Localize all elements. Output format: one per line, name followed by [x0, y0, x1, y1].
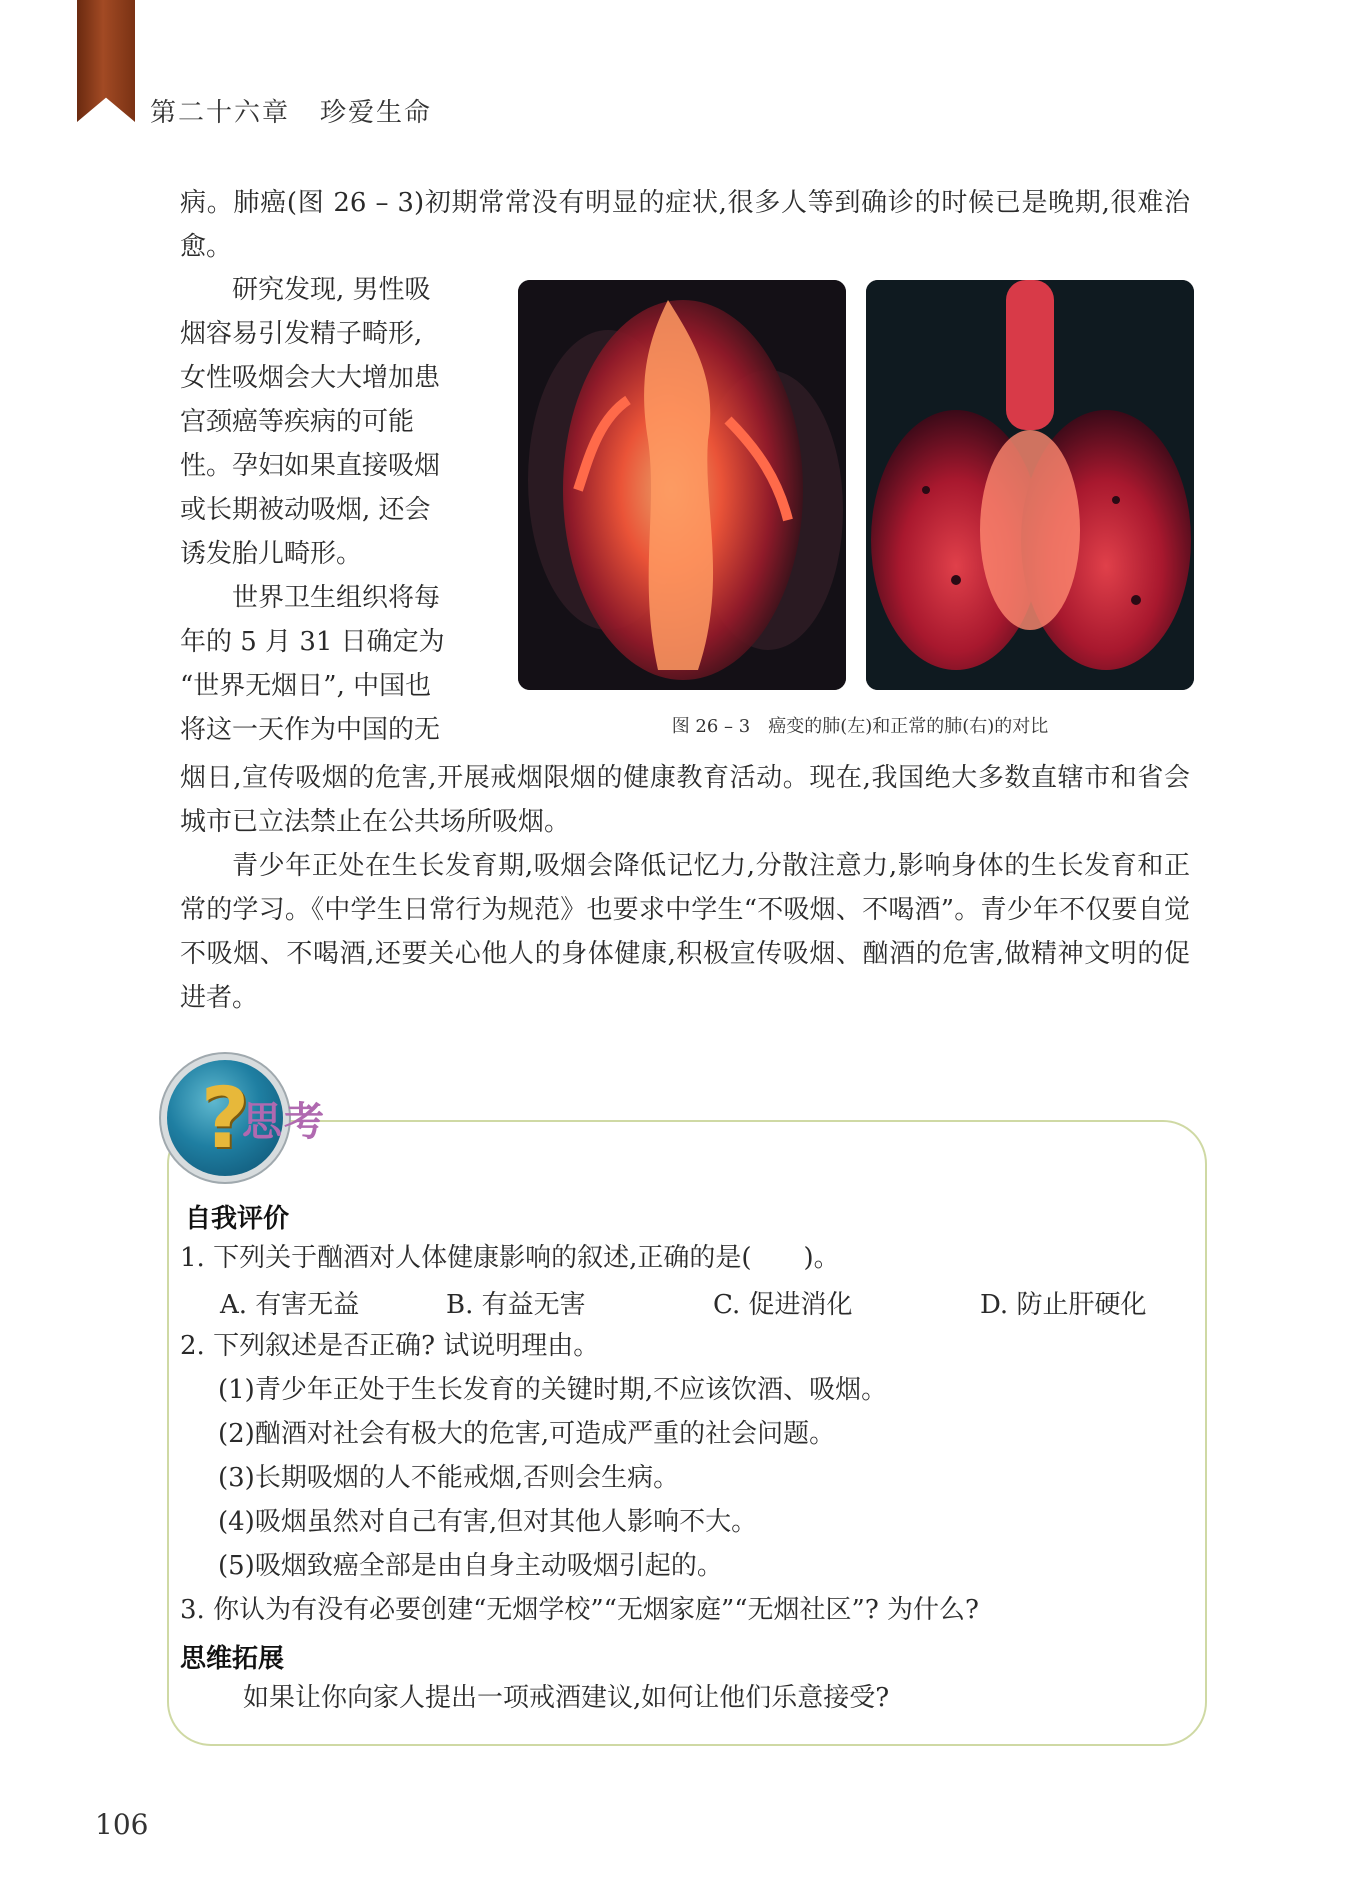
text-line: “世界无烟日”, 中国也 [180, 671, 432, 701]
chapter-name: 珍爱生命 [320, 98, 433, 128]
self-evaluation-heading: 自我评价 [185, 1204, 290, 1234]
text-line: 女性吸烟会大大增加患 [180, 363, 441, 393]
thinking-extension-heading: 思维拓展 [180, 1644, 285, 1674]
question-2-item: (3)长期吸烟的人不能戒烟,否则会生病。 [218, 1463, 680, 1493]
text-line: 烟容易引发精子畸形, [180, 319, 423, 349]
text-line: 性。孕妇如果直接吸烟 [180, 451, 441, 481]
text-line: 或长期被动吸烟, 还会 [180, 495, 431, 525]
paragraph-lung-cancer: 病。肺癌(图 26 – 3)初期常常没有明显的症状,很多人等到确诊的时候已是晚期,很难治愈。 [180, 188, 1190, 262]
paragraph-no-smoking-day-continued: 烟日,宣传吸烟的危害,开展戒烟限烟的健康教育活动。现在,我国绝大多数直辖市和省会城市已立法禁止在公共场所吸烟。 [180, 763, 1190, 837]
question-2-item: (1)青少年正处于生长发育的关键时期,不应该饮酒、吸烟。 [218, 1375, 888, 1405]
figure-caption: 图 26 – 3 癌变的肺(左)和正常的肺(右)的对比 [671, 716, 1049, 737]
option-b: B. 有益无害 [446, 1290, 586, 1320]
option-c: C. 促进消化 [713, 1290, 853, 1320]
question-2-item: (4)吸烟虽然对自己有害,但对其他人影响不大。 [218, 1507, 758, 1537]
option-a: A. 有害无益 [220, 1290, 360, 1320]
text-line: 年的 5 月 31 日确定为 [180, 627, 445, 657]
thinking-extension-text: 如果让你向家人提出一项戒酒建议,如何让他们乐意接受? [243, 1683, 890, 1713]
option-d: D. 防止肝硬化 [980, 1290, 1147, 1320]
text-line: 世界卫生组织将每 [232, 583, 441, 613]
normal-lung-image [866, 280, 1194, 690]
question-2-item: (2)酗酒对社会有极大的危害,可造成严重的社会问题。 [218, 1419, 836, 1449]
paragraph-youth-smoking: 青少年正处在生长发育期,吸烟会降低记忆力,分散注意力,影响身体的生长发育和正常的学习。《中学生日常行为规范》也要求中学生“不吸烟、不喝酒”。青少年不仅要自觉不吸烟、不喝酒,还要关心他人的身体健康,积极宣传吸烟、酗酒的危害,做精神文明的促进者。 [180, 851, 1190, 1013]
chapter-bookmark [77, 0, 135, 122]
question-2: 2. 下列叙述是否正确? 试说明理由。 [180, 1331, 600, 1361]
question-3: 3. 你认为有没有必要创建“无烟学校”“无烟家庭”“无烟社区”? 为什么? [180, 1595, 979, 1625]
chapter-header [150, 92, 432, 129]
text-line: 宫颈癌等疾病的可能 [180, 407, 415, 437]
text-line: 诱发胎儿畸形。 [180, 539, 363, 569]
chapter-label: 第二十六章 [150, 98, 291, 128]
question-1: 1. 下列关于酗酒对人体健康影响的叙述,正确的是( )。 [180, 1243, 840, 1273]
cancerous-lung-image [518, 280, 846, 690]
page-number: 106 [95, 1808, 149, 1841]
question-mark-icon: ? [167, 1060, 283, 1176]
question-2-item: (5)吸烟致癌全部是由自身主动吸烟引起的。 [218, 1551, 723, 1581]
text-line: 研究发现, 男性吸 [232, 275, 431, 305]
text-line: 将这一天作为中国的无 [180, 715, 441, 745]
think-section-title: 思考 [242, 1099, 326, 1145]
